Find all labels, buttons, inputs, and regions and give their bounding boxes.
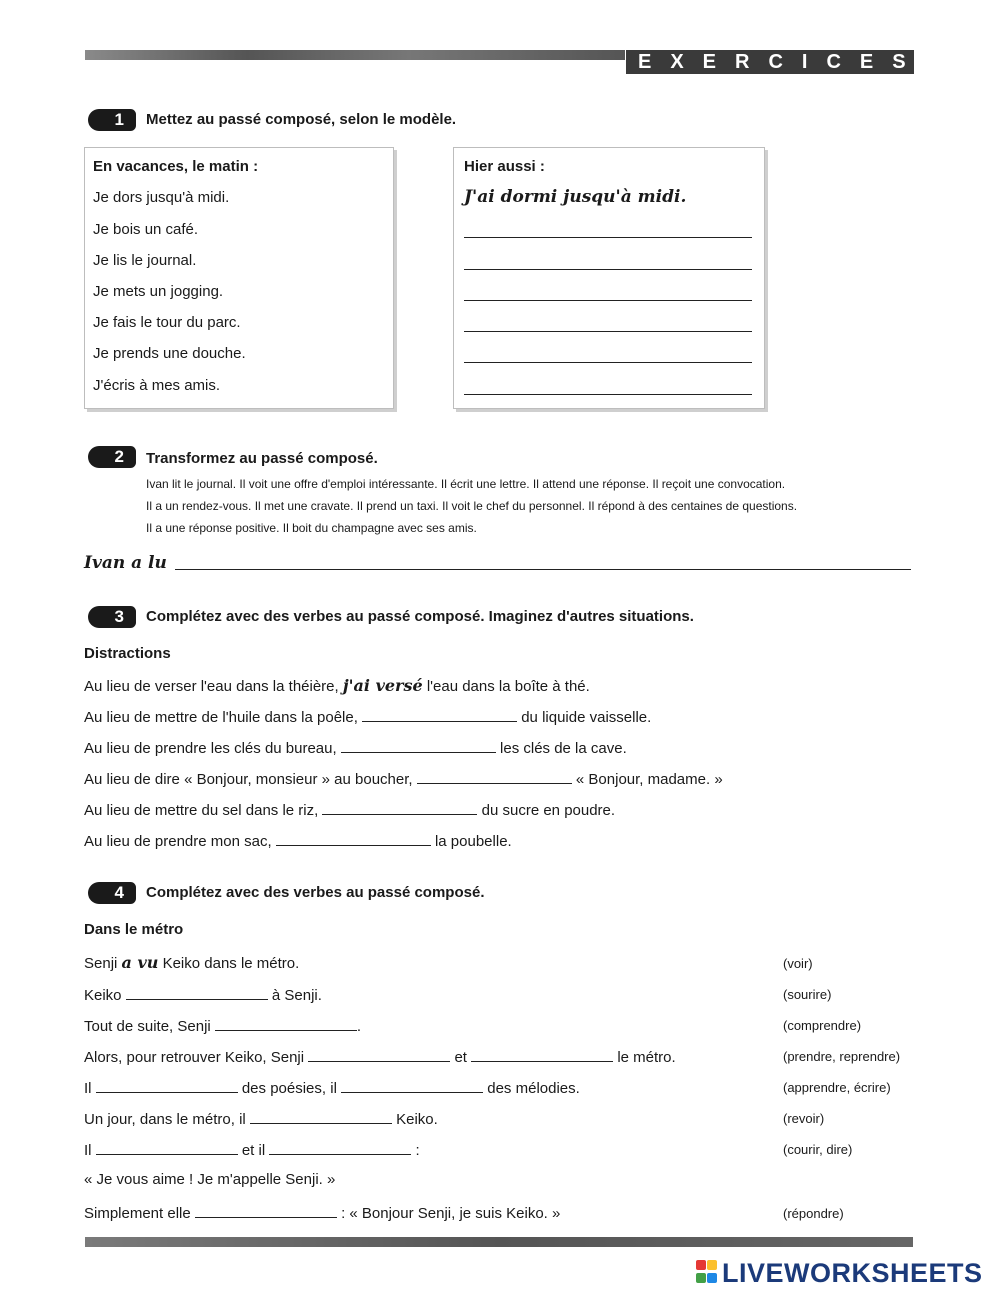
left-heading: En vacances, le matin : xyxy=(93,158,259,175)
sentence-text: Senji xyxy=(84,955,118,972)
exercise-number-badge: 4 xyxy=(88,882,136,904)
answer-line[interactable] xyxy=(464,269,752,270)
sentence-text: Keiko xyxy=(84,987,122,1004)
sentence-text: . xyxy=(356,1018,362,1035)
verb-hint: (prendre, reprendre) xyxy=(783,1049,901,1064)
sentence-line xyxy=(84,831,512,850)
left-item: Je bois un café. xyxy=(93,221,199,238)
blank-field[interactable] xyxy=(322,800,477,815)
left-item: Je dors jusqu'à midi. xyxy=(93,189,230,206)
blank-field[interactable] xyxy=(215,1016,357,1031)
sentence-text: Au lieu de mettre du sel dans le riz, xyxy=(84,802,319,819)
blank-field[interactable] xyxy=(471,1047,613,1062)
sentence-text: Il xyxy=(84,1080,92,1097)
blank-field[interactable] xyxy=(276,831,431,846)
sentence-line xyxy=(84,800,615,819)
sentence-line xyxy=(84,707,651,726)
sentence-text: du liquide vaisselle. xyxy=(521,709,652,726)
verb-hint: (répondre) xyxy=(783,1206,844,1221)
logo-squares-icon xyxy=(696,1260,718,1286)
section-subtitle: Dans le métro xyxy=(84,921,184,938)
exercices-banner: EXERCICES xyxy=(626,50,914,74)
answer-line[interactable] xyxy=(464,237,752,238)
sentence-text: l'eau dans la boîte à thé. xyxy=(426,678,590,695)
sentence-text: Keiko. xyxy=(396,1111,438,1128)
blank-field[interactable] xyxy=(96,1078,238,1093)
sentence-text: à Senji. xyxy=(271,987,322,1004)
sentence-text: des mélodies. xyxy=(487,1080,580,1097)
sentence-text: : xyxy=(415,1142,420,1159)
verb-hint: (comprendre) xyxy=(783,1018,862,1033)
right-heading: Hier aussi : xyxy=(464,158,545,175)
sentence-text: Alors, pour retrouver Keiko, Senji xyxy=(84,1049,305,1066)
handwritten-answer: j'ai versé xyxy=(342,676,423,695)
sentence-text: le métro. xyxy=(617,1049,676,1066)
sentence-text: Simplement elle xyxy=(84,1205,191,1222)
blank-field[interactable] xyxy=(250,1109,392,1124)
exercise-title: Complétez avec des verbes au passé composé. xyxy=(146,884,485,901)
exercise-title: Mettez au passé composé, selon le modèle. xyxy=(146,111,457,128)
sentence-text: les clés de la cave. xyxy=(500,740,627,757)
sentence-line xyxy=(84,1078,580,1097)
sentence-line xyxy=(84,953,299,972)
blank-field[interactable] xyxy=(308,1047,450,1062)
handwritten-answer: a vu xyxy=(121,953,159,972)
sentence-line xyxy=(84,985,322,1004)
exercise-number-badge: 1 xyxy=(88,109,136,131)
sentence-line xyxy=(84,738,627,757)
sentence-text: Au lieu de prendre mon sac, xyxy=(84,833,272,850)
model-box-left xyxy=(84,147,394,409)
left-item: Je mets un jogging. xyxy=(93,283,224,300)
sentence-text: Au lieu de dire « Bonjour, monsieur » au boucher, xyxy=(84,771,413,788)
sentence-line xyxy=(84,1109,438,1128)
answer-start-handwritten: Ivan a lu xyxy=(84,553,167,573)
sentence-line xyxy=(84,769,723,788)
sentence-text: Tout de suite, Senji xyxy=(84,1018,211,1035)
left-item: Je lis le journal. xyxy=(93,252,197,269)
sentence-text: du sucre en poudre. xyxy=(481,802,616,819)
verb-hint: (revoir) xyxy=(783,1111,825,1126)
footer-rule xyxy=(85,1237,913,1247)
sentence-text: : « Bonjour Senji, je suis Keiko. » xyxy=(341,1205,561,1222)
exercise-number-badge: 3 xyxy=(88,606,136,628)
blank-field[interactable] xyxy=(269,1140,411,1155)
answer-line[interactable] xyxy=(464,331,752,332)
left-item: J'écris à mes amis. xyxy=(93,377,221,394)
header-rule xyxy=(85,50,625,60)
sentence-text: Au lieu de prendre les clés du bureau, xyxy=(84,740,337,757)
sentence-text: et xyxy=(454,1049,467,1066)
sentence-line xyxy=(84,676,590,695)
verb-hint: (sourire) xyxy=(783,987,832,1002)
verb-hint: (courir, dire) xyxy=(783,1142,853,1157)
sentence-line xyxy=(84,1140,420,1159)
answer-line[interactable] xyxy=(464,394,752,395)
blank-field[interactable] xyxy=(195,1203,337,1218)
sentence-text: Au lieu de verser l'eau dans la théière, xyxy=(84,678,339,695)
sentence-text: des poésies, il xyxy=(241,1080,337,1097)
verb-hint: (voir) xyxy=(783,956,813,971)
paragraph-line: Il a un rendez-vous. Il met une cravate. Il prend un taxi. Il voit le chef du personnel. Il répond à des centaines de questions. xyxy=(146,499,798,513)
verb-hint: (apprendre, écrire) xyxy=(783,1080,891,1095)
sentence-text: Keiko dans le métro. xyxy=(162,955,300,972)
liveworksheets-logo[interactable] xyxy=(696,1258,983,1289)
right-example-handwritten: J'ai dormi jusqu'à midi. xyxy=(464,187,687,207)
exercise-number-badge: 2 xyxy=(88,446,136,468)
answer-line[interactable] xyxy=(464,300,752,301)
blank-field[interactable] xyxy=(417,769,572,784)
answer-line[interactable] xyxy=(464,362,752,363)
blank-field[interactable] xyxy=(341,1078,483,1093)
sentence-text: Au lieu de mettre de l'huile dans la poêle, xyxy=(84,709,358,726)
exercise-title: Transformez au passé composé. xyxy=(146,450,378,467)
blank-field[interactable] xyxy=(362,707,517,722)
sentence-text: Il xyxy=(84,1142,92,1159)
sentence-line: « Je vous aime ! Je m'appelle Senji. » xyxy=(84,1171,336,1188)
left-item: Je prends une douche. xyxy=(93,345,246,362)
blank-field[interactable] xyxy=(96,1140,238,1155)
exercise-title: Complétez avec des verbes au passé composé. Imaginez d'autres situations. xyxy=(146,608,694,625)
answer-line[interactable] xyxy=(175,569,911,570)
sentence-text: et il xyxy=(241,1142,266,1159)
sentence-line xyxy=(84,1203,560,1222)
sentence-line xyxy=(84,1047,676,1066)
paragraph-line: Il a une réponse positive. Il boit du champagne avec ses amis. xyxy=(146,521,477,535)
logo-text: LIVEWORKSHEETS xyxy=(722,1258,983,1288)
section-subtitle: Distractions xyxy=(84,645,171,662)
sentence-text: la poubelle. xyxy=(434,833,512,850)
paragraph-line: Ivan lit le journal. Il voit une offre d'emploi intéressante. Il écrit une lettre. Il attend une réponse. Il reçoit une convocation. xyxy=(146,477,786,491)
sentence-text: Un jour, dans le métro, il xyxy=(84,1111,246,1128)
sentence-text: « Bonjour, madame. » xyxy=(575,771,723,788)
blank-field[interactable] xyxy=(126,985,268,1000)
blank-field[interactable] xyxy=(341,738,496,753)
left-item: Je fais le tour du parc. xyxy=(93,314,241,331)
sentence-line xyxy=(84,1016,361,1035)
